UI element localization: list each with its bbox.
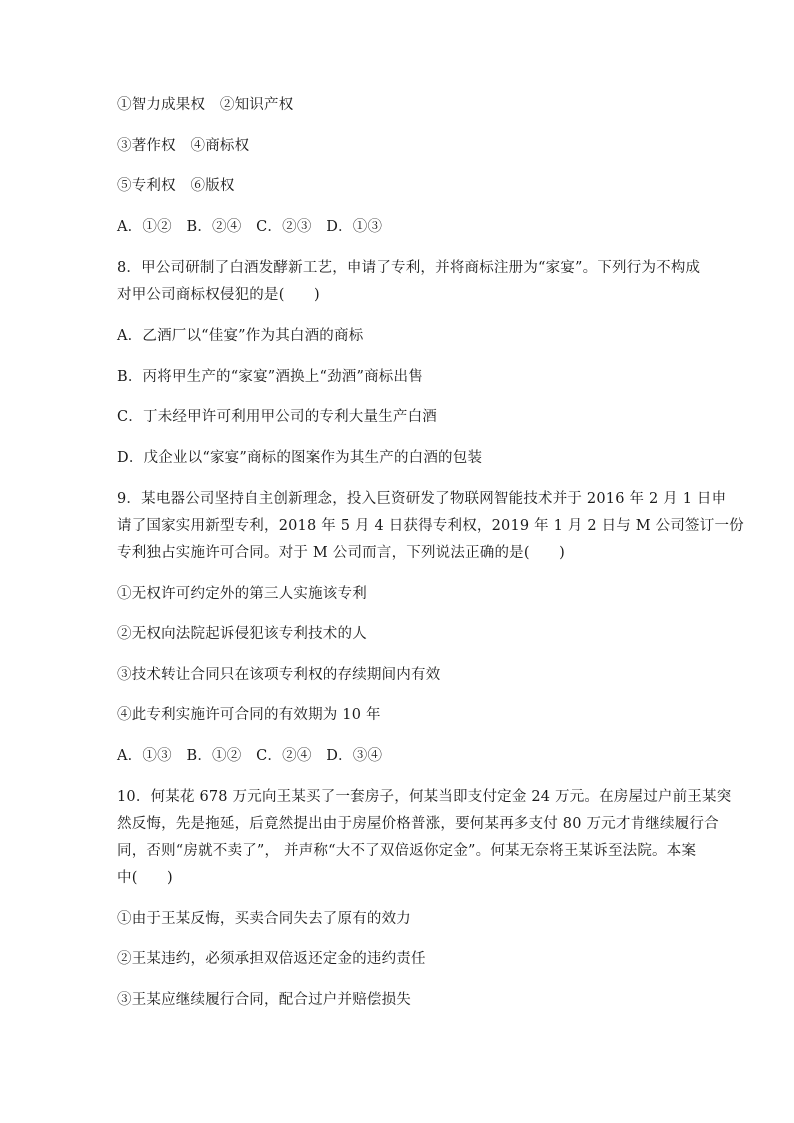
q9-statement-3: ③技术转让合同只在该项专利权的存续期间内有效 — [117, 667, 441, 683]
q9-statement-4: ④此专利实施许可合同的有效期为 10 年 — [117, 707, 381, 723]
q10-statement-1: ①由于王某反悔，买卖合同失去了原有的效力 — [117, 911, 411, 927]
q9-choices: A．①③ B．①② C．②④ D．③④ — [117, 748, 383, 764]
q9-statement-2: ②无权向法院起诉侵犯该专利技术的人 — [117, 626, 367, 642]
q7-rights-line-2: ③著作权 ④商标权 — [117, 138, 250, 154]
q9-stem-line-3: 专利独占实施许可合同。对于 M 公司而言，下列说法正确的是( ) — [117, 545, 565, 561]
q7-rights-line-3: ⑤专利权 ⑥版权 — [117, 178, 235, 194]
q8-option-c: C．丁未经甲许可利用甲公司的专利大量生产白酒 — [117, 409, 437, 425]
q9-stem-line-1: 9．某电器公司坚持自主创新理念，投入巨资研发了物联网智能技术并于 2016 年 2 月 1 日申 — [117, 491, 727, 507]
q7-choices: A．①② B．②④ C．②③ D．①③ — [117, 219, 383, 235]
q9-statement-1: ①无权许可约定外的第三人实施该专利 — [117, 586, 367, 602]
q8-option-b: B．丙将甲生产的“家宴”酒换上“劲酒”商标出售 — [117, 369, 423, 385]
q10-stem-line-2: 然反悔，先是拖延，后竟然提出由于房屋价格普涨，要何某再多支付 80 万元才肯继续履行合 — [117, 816, 719, 832]
q8-stem-line-1: 8．甲公司研制了白酒发酵新工艺，申请了专利，并将商标注册为“家宴”。下列行为不构成 — [117, 260, 701, 276]
q10-stem-line-1: 10．何某花 678 万元向王某买了一套房子，何某当即支付定金 24 万元。在房屋过户前王某突 — [117, 789, 732, 805]
q10-stem-line-4: 中( ) — [117, 870, 173, 886]
q8-option-d: D．戊企业以“家宴”商标的图案作为其生产的白酒的包装 — [117, 450, 483, 466]
q9-stem-line-2: 请了国家实用新型专利，2018 年 5 月 4 日获得专利权，2019 年 1 月 2 日与 M 公司签订一份 — [117, 518, 744, 534]
q10-stem-line-3: 同，否则“房就不卖了”， 并声称“大不了双倍返你定金”。何某无奈将王某诉至法院。本案 — [117, 843, 697, 859]
q8-stem-line-2: 对甲公司商标权侵犯的是( ) — [117, 287, 320, 303]
q10-statement-2: ②王某违约，必须承担双倍返还定金的违约责任 — [117, 951, 426, 967]
q10-statement-3: ③王某应继续履行合同，配合过户并赔偿损失 — [117, 992, 411, 1008]
q7-rights-line-1: ①智力成果权 ②知识产权 — [117, 97, 294, 113]
q8-option-a: A．乙酒厂以“佳宴”作为其白酒的商标 — [117, 328, 364, 344]
